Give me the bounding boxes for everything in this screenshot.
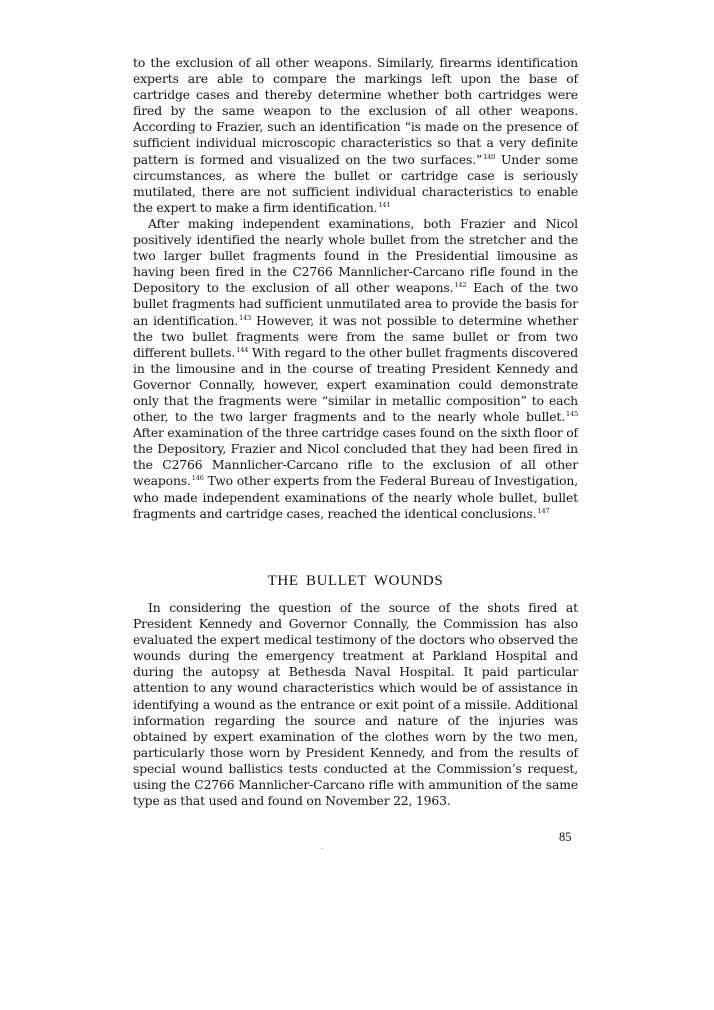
section-heading: THE BULLET WOUNDS <box>267 573 444 589</box>
paragraph <box>133 55 578 216</box>
footnote-reference: 143 <box>239 313 252 322</box>
footnote-reference: 142 <box>454 281 467 290</box>
paragraph <box>133 600 578 809</box>
page-number: 85 <box>559 830 572 844</box>
paragraph-text: Each of the two bullet fragments had sufficient unmutilated area to provide the basis for an identification. <box>133 280 579 328</box>
paragraph-text: Under some circumstances, as where the bullet or cartridge case is seriously mutilated, there are not sufficient individual characteristics to enable the expert to make a firm identification. <box>133 151 578 215</box>
paragraph <box>133 216 578 522</box>
paragraph-text: Two other experts from the Federal Bureau of Investigation, who made independent examinations of the nearly whole bullet, bullet fragments and cartridge cases, reached the identical conclusions. <box>133 473 578 521</box>
paragraph-text: With regard to the other bullet fragments discovered in the limousine and in the course of treating President Kennedy and Governor Connally, however, expert examination could demonstrate only that the fragments were “similar in metallic composition” to each other, to the two larger fragments and to the nearly whole bullet. <box>133 344 578 425</box>
footnote-reference: 145 <box>566 410 578 419</box>
footnote-reference: 147 <box>537 506 550 515</box>
body-text-section-2 <box>133 600 578 809</box>
paragraph-text: In considering the question of the source of the shots fired at President Kennedy and Governor Connally, the Commission has also evaluated the expert medical testimony of the doctors who observed the wounds during the emergency treatment at Parkland Hospital and during the autopsy at Bethesda Naval Hospital. It paid particular attention to any wound characteristics which would be of assistance in identifying a wound as the entrance or exit point of a missile. Additional information regarding the source and nature of the injuries was obtained by expert examination of the clothes worn by the two men, particularly those worn by President Kennedy, and from the results of special wound ballistics tests conducted at the Commission’s request, using the C2766 Mannlicher-Carcano rifle with ammunition of the same type as that used and found on November 22, 1963. <box>133 600 578 809</box>
footnote-reference: 140 <box>483 152 496 161</box>
body-text-section-1 <box>133 55 578 522</box>
footnote-reference: 146 <box>191 474 204 483</box>
paragraph-text: After examination of the three cartridge cases found on the sixth floor of the Depository, Frazier and Nicol concluded that they had been fired in the C2766 Mannlicher-Carcano rifle to the exclusion of all other weapons. <box>133 425 578 489</box>
footnote-reference: 144 <box>236 345 249 354</box>
paragraph-text: However, it was not possible to determine whether the two bullet fragments were from the same bullet or from two different bullets. <box>133 312 578 360</box>
scan-speck <box>322 848 323 849</box>
paragraph-text: to the exclusion of all other weapons. Similarly, firearms identification experts are able to compare the markings left upon the base of cartridge cases and thereby determine whether both cartridges were fired by the same weapon to the exclusion of all other weapons. According to Frazier, such an identification “is made on the presence of sufficient individual microscopic characteristics so that a very definite pattern is formed and visualized on the two surfaces.” <box>133 55 578 167</box>
paragraph-text: After making independent examinations, both Frazier and Nicol positively identified the nearly whole bullet from the stretcher and the two larger bullet fragments found in the Presidential limousine as having been fired in the C2766 Mannlicher-Carcano rifle found in the Depository to the exclusion of all other weapons. <box>133 215 578 296</box>
footnote-reference: 141 <box>378 200 391 209</box>
